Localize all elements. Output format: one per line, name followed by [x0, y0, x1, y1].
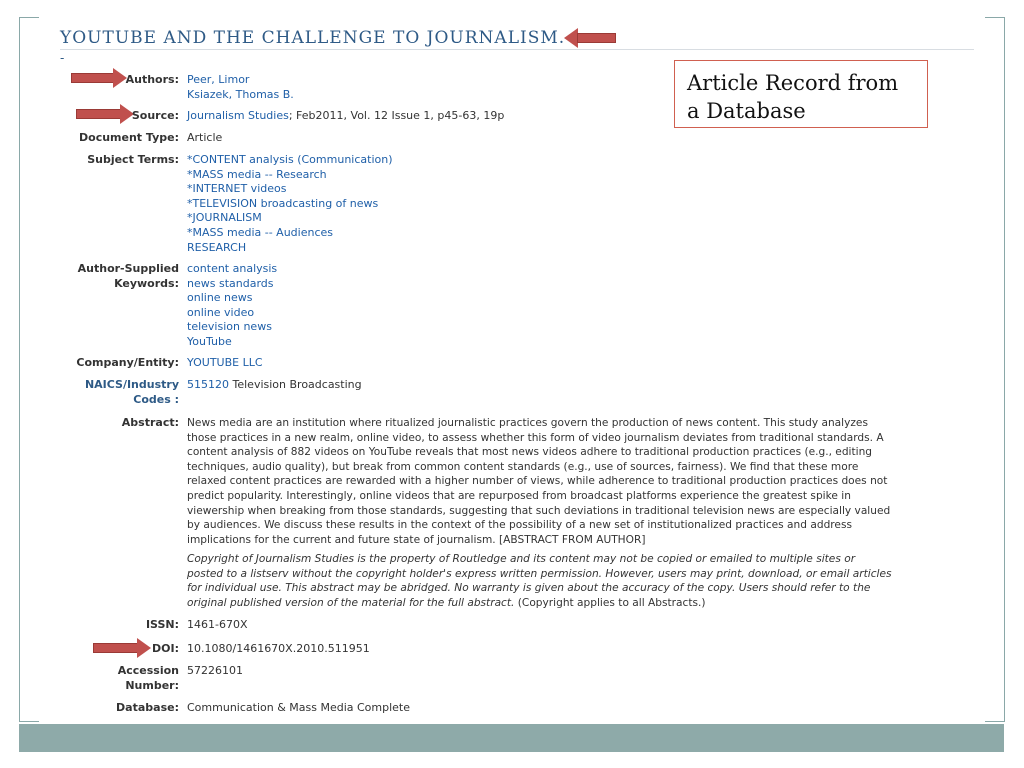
keywords-label-line: Keywords: — [114, 276, 179, 290]
accession-label — [58, 664, 179, 693]
abstract-line: those practices in a new realm, online video, to assess whether this form of video journalism deviates from traditional standards. A — [187, 431, 884, 444]
naics-label-line: NAICS/Industry — [84, 378, 179, 391]
slide-footer-band — [19, 724, 1004, 752]
naics-code-link[interactable]: 515120 — [187, 378, 229, 391]
source-label: Source: — [131, 109, 179, 122]
source-details: ; Feb2011, Vol. 12 Issue 1, p45-63, 19p — [288, 109, 505, 122]
title-dash: - — [60, 51, 65, 65]
company-link[interactable]: YOUTUBE LLC — [187, 356, 263, 369]
doctype-value: Article — [187, 131, 223, 144]
copyright-line: original published version of the material for the full abstract. — [187, 596, 515, 609]
copyright-line: Copyright of Journalism Studies is the property of Routledge and its content may not be copied or emailed to multiple sites or — [187, 553, 856, 565]
doi-label: DOI: — [152, 642, 179, 655]
slide-frame-corner — [985, 721, 1005, 722]
abstract-line: News media are an institution where ritualized journalistic practices govern the production of news content. This study analyzes — [187, 417, 868, 429]
database-value: Communication & Mass Media Complete — [187, 701, 411, 714]
keyword-link[interactable]: television news — [187, 320, 272, 334]
accession-value: 57226101 — [187, 664, 243, 677]
accession-label-line: Number: — [125, 678, 179, 692]
slide-frame-right — [1004, 17, 1005, 722]
authors-label: Authors: — [125, 73, 179, 86]
database-label: Database: — [116, 701, 179, 714]
naics-description: Television Broadcasting — [229, 378, 362, 391]
naics-label[interactable] — [58, 378, 179, 407]
subject-link[interactable]: RESEARCH — [187, 240, 247, 254]
callout-line: Article Record from — [687, 71, 899, 95]
keywords-label — [58, 262, 179, 291]
slide-frame-corner — [19, 17, 39, 18]
abstract-line: predict popularity. Interestingly, online videos that are repurposed from broadcast platforms experience the greatest spike in — [187, 489, 851, 502]
abstract-line: content analysis of 882 videos on YouTube reveals that most news videos adhere to traditional production practices (e.g., editing — [187, 446, 873, 459]
keyword-link[interactable]: news standards — [187, 276, 274, 290]
source-link[interactable]: Journalism Studies — [187, 109, 289, 122]
slide-frame-left — [19, 17, 20, 722]
naics-label-line: Codes : — [133, 392, 179, 406]
slide-frame-corner — [19, 721, 39, 722]
accession-label-line: Accession — [117, 664, 179, 677]
subject-link[interactable]: *MASS media -- Research — [187, 167, 327, 181]
callout-line: a Database — [687, 99, 806, 123]
copyright-line: posted to a listserv without the copyright holder's express written permission. However, users may print, download, or email articles — [187, 567, 892, 580]
issn-label: ISSN: — [145, 618, 179, 631]
abstract-line: viewership when breaking from those standards, suggesting that such deviations in traditional television news are especially valued — [187, 504, 891, 517]
copyright-text — [187, 552, 967, 610]
abstract-line: implications for the current and future state of journalism. [ABSTRACT FROM AUTHOR] — [187, 533, 646, 546]
keyword-link[interactable]: online video — [187, 305, 255, 319]
company-label: Company/Entity: — [76, 356, 179, 369]
subject-link[interactable]: *INTERNET videos — [187, 182, 287, 196]
keyword-link[interactable]: online news — [187, 291, 253, 305]
abstract-text — [187, 416, 967, 547]
subject-label: Subject Terms: — [87, 153, 179, 166]
arrow-title-icon — [564, 31, 616, 45]
abstract-label: Abstract: — [121, 416, 179, 429]
author-link[interactable]: Ksiazek, Thomas B. — [187, 87, 294, 101]
article-title: YOUTUBE AND THE CHALLENGE TO JOURNALISM. — [60, 28, 566, 48]
abstract-line: by audiences. We discuss these results in the context of the possibility of a new set of institutionalized practices and address — [187, 519, 852, 532]
subject-link[interactable]: *MASS media -- Audiences — [187, 225, 333, 239]
doi-value: 10.1080/1461670X.2010.511951 — [187, 642, 370, 655]
abstract-line: relaxed content practices are rewarded with a higher number of views, while adherence to traditional production practices does not — [187, 475, 888, 488]
subject-link[interactable]: *JOURNALISM — [187, 211, 262, 225]
issn-value: 1461-670X — [187, 618, 248, 631]
copyright-note: (Copyright applies to all Abstracts.) — [514, 596, 706, 609]
slide-frame-corner — [985, 17, 1005, 18]
title-divider — [60, 49, 974, 50]
keyword-link[interactable]: YouTube — [187, 334, 232, 348]
abstract-line: techniques, audio quality), but break from common content standards (e.g., use of sources, fairness). We find that these more — [187, 460, 859, 473]
keywords-label-line: Author-Supplied — [77, 262, 179, 275]
keyword-link[interactable]: content analysis — [187, 262, 278, 275]
subject-link[interactable]: *TELEVISION broadcasting of news — [187, 196, 379, 210]
subject-link[interactable]: *CONTENT analysis (Communication) — [187, 153, 393, 166]
author-link[interactable]: Peer, Limor — [187, 73, 250, 86]
doctype-label: Document Type: — [79, 131, 179, 144]
copyright-line: for individual use. This abstract may be abridged. No warranty is given about the accuracy of the copy. Users should refer to the — [187, 582, 871, 595]
